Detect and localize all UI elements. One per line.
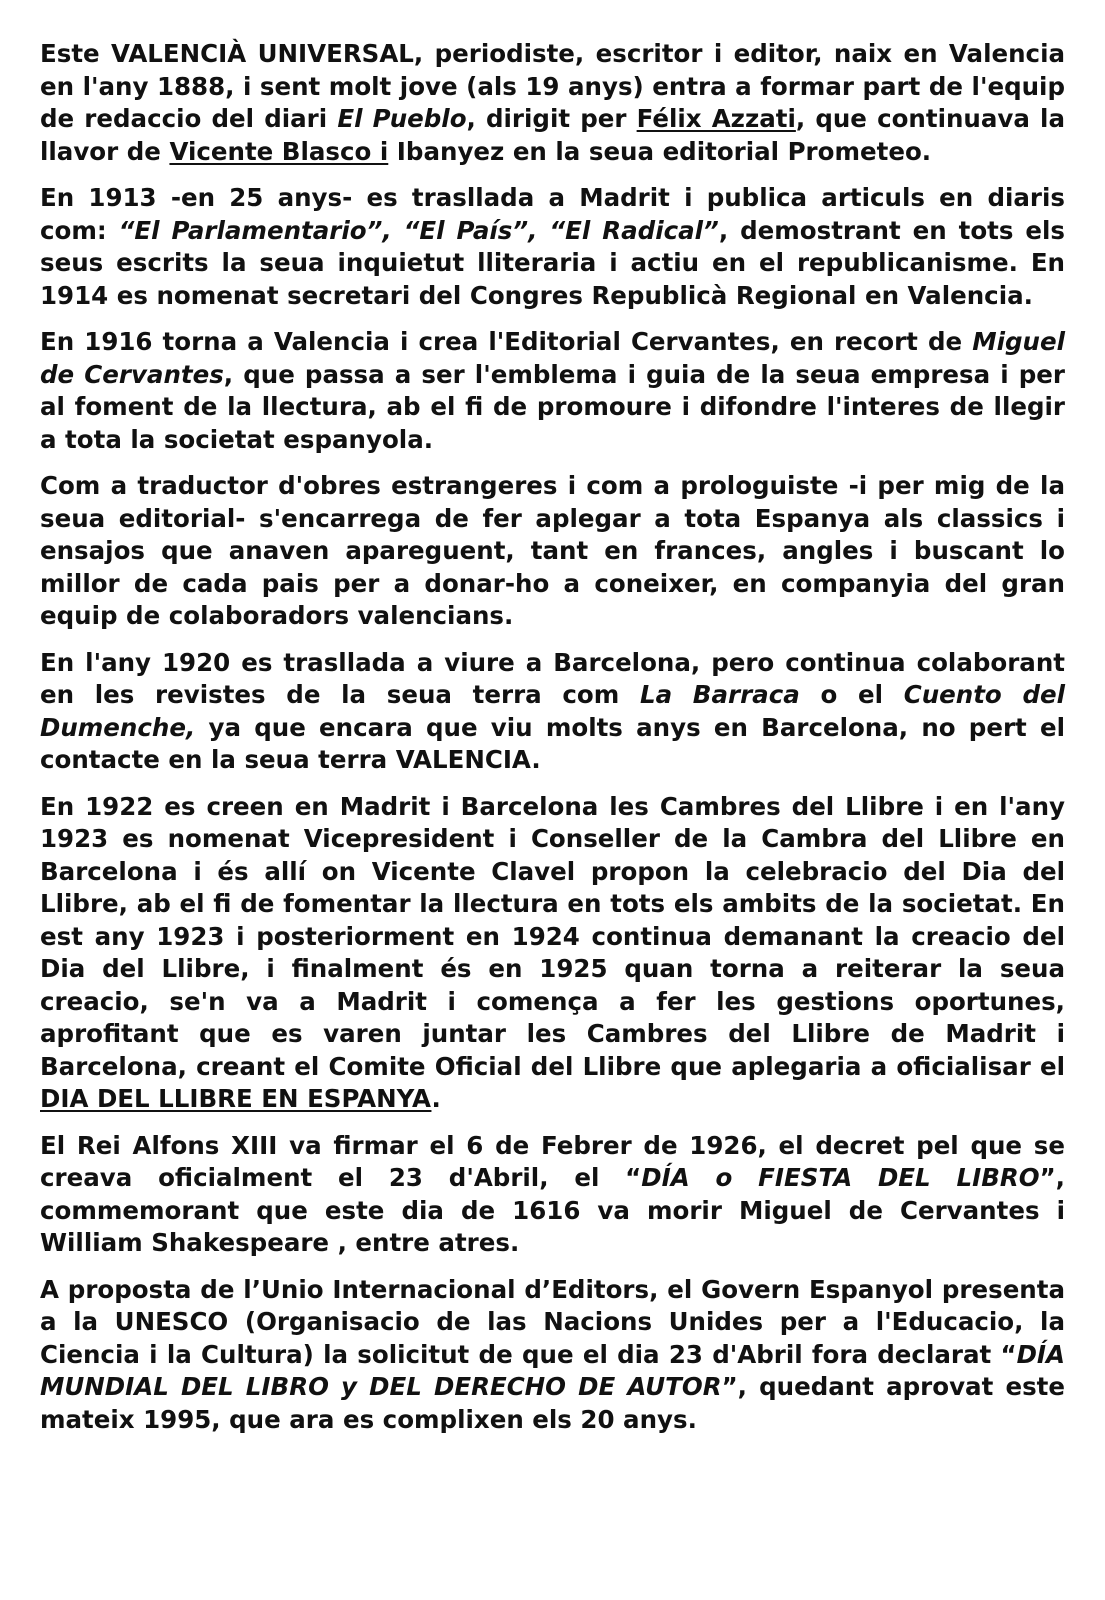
text: , demostrant en tots els seus escrits la seua inquietut lliteraria i actiu en el republicanisme. En 1914 es nomenat secretari del Congres Republicà Regional en Valencia. bbox=[40, 215, 1066, 310]
italic-text: DÍA o FIESTA DEL LIBRO bbox=[641, 1163, 1040, 1192]
link-felix-azzati[interactable]: Félix Azzati bbox=[636, 104, 796, 133]
paragraph-5 bbox=[40, 647, 1065, 777]
text: . bbox=[431, 1084, 441, 1113]
paragraph-3 bbox=[40, 326, 1065, 456]
text: o el bbox=[799, 680, 904, 709]
text: ”, commemorant que este dia de 1616 va morir Miguel de Cervantes i William Shakespeare , entre atres. bbox=[40, 1163, 1065, 1257]
italic-text: “El Parlamentario”, “El País”, “El Radical” bbox=[118, 215, 719, 245]
text: , dirigit per bbox=[466, 104, 637, 133]
paragraph-2 bbox=[40, 182, 1065, 312]
text: En 1922 es creen en Madrit i Barcelona les Cambres del Llibre i en l'any 1923 es nomenat Vicepresident i Conseller de la Cambra del Llibre en Barcelona i és allí on Vicente Clavel propon la celebracio del Dia del Llibre, ab el fi de fomentar la llectura en tots els ambits de la societat. En est any 1923 i posteriorment en 1924 continua demanant la creacio del Dia del Llibre, i finalment és en 1925 quan torna a reiterar la seua creacio, se'n va a Madrit i comença a fer les gestions oportunes, aprofitant que es varen juntar les Cambres del Llibre de Madrit i Barcelona, creant el Comite Oficial del Llibre que aplegaria a oficialisar el bbox=[40, 791, 1065, 1081]
paragraph-8 bbox=[40, 1274, 1065, 1437]
italic-text: DÍA MUNDIAL DEL LIBRO y DEL DERECHO DE AUTOR bbox=[40, 1339, 1065, 1401]
italic-text: La Barraca bbox=[639, 680, 800, 709]
text: Ibanyez en la seua editorial Prometeo. bbox=[388, 136, 932, 166]
text: ya que encara que viu molts anys en Barcelona, no pert el contacte en la seua terra VALENCIA. bbox=[40, 712, 1065, 774]
text: El Rei Alfons XIII va firmar el 6 de Febrer de 1926, el decret pel que se creava oficialment el 23 d'Abril, el “ bbox=[40, 1130, 1065, 1192]
text: ”, quedant aprovat este mateix 1995, que ara es complixen els 20 anys. bbox=[40, 1372, 1065, 1434]
text: Este VALENCIÀ UNIVERSAL, periodiste, escritor i editor, naix en Valencia en l'any 1888, i sent molt jove (als 19 anys) entra a formar part de l'equip de redaccio del diari bbox=[40, 39, 1065, 133]
italic-text: Miguel de Cervantes bbox=[40, 327, 1065, 389]
document-page bbox=[40, 38, 1065, 1436]
link-dia-del-llibre[interactable]: DIA DEL LLIBRE EN ESPANYA bbox=[40, 1084, 432, 1113]
paragraph-6 bbox=[40, 791, 1065, 1116]
link-vicente-blasco[interactable]: Vicente Blasco i bbox=[169, 136, 389, 166]
paragraph-7 bbox=[40, 1130, 1065, 1260]
italic-text: Cuento del Dumenche, bbox=[40, 680, 1066, 742]
text: , que passa a ser l'emblema i guia de la seua empresa i per al foment de la llectura, ab el fi de promoure i difondre l'interes de llegir a tota la societat espanyola. bbox=[40, 359, 1065, 454]
paragraph-4 bbox=[40, 470, 1065, 633]
text: En 1916 torna a Valencia i crea l'Editorial Cervantes, en recort de bbox=[40, 327, 973, 356]
italic-text: El Pueblo bbox=[337, 104, 467, 133]
paragraph-1 bbox=[40, 38, 1065, 168]
text: , que continuava la llavor de bbox=[40, 104, 1065, 166]
text: Com a traductor d'obres estrangeres i com a prologuiste -i per mig de la seua editorial- s'encarrega de fer aplegar a tota Espanya als classics i ensajos que anaven apareguent, tant en frances, angles i buscant lo millor de cada pais per a donar-ho a coneixer, en companyia del gran equip de colaboradors valencians. bbox=[40, 471, 1065, 630]
text: En l'any 1920 es trasllada a viure a Barcelona, pero continua colaborant en les revistes de la seua terra com bbox=[40, 647, 1065, 709]
text: En 1913 -en 25 anys- es trasllada a Madrit i publica articuls en diaris com: bbox=[40, 183, 1065, 245]
text: A proposta de l’Unio Internacional d’Editors, el Govern Espanyol presenta a la UNESCO (Organisacio de las Nacions Unides per a l'Educacio, la Ciencia i la Cultura) la solicitut de que el dia 23 d'Abril fora declarat “ bbox=[40, 1274, 1065, 1369]
